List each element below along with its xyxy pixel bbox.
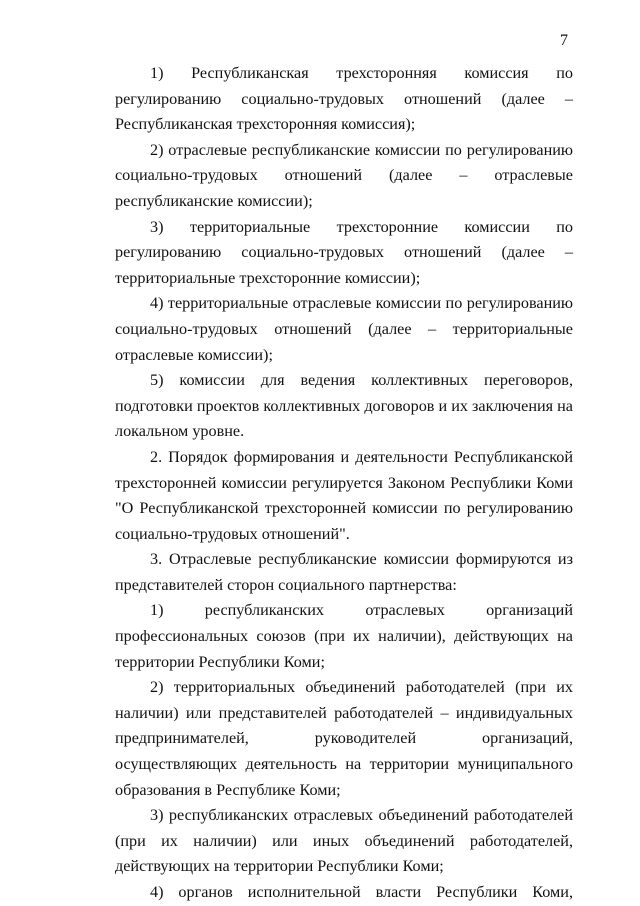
- section-3-sectoral-commission-composition: 3. Отраслевые республиканские комиссии формируются из представителей сторон социального партнерства:: [115, 550, 573, 594]
- list-item-4-territorial-sectoral-commissions: 4) территориальные отраслевые комиссии по регулированию социально-трудовых отношений (далее – территориальные отраслевые комиссии);: [115, 294, 573, 364]
- list-item-1-republican-commission: 1) Республиканская трехсторонняя комиссия по регулированию социально-трудовых отношений (далее – Республиканская трехсторонняя комиссия);: [115, 64, 573, 134]
- list-item-3-territorial-tripartite-commissions: 3) территориальные трехсторонние комиссии по регулированию социально-трудовых отношений (далее – территориальные трехсторонние комиссии);: [115, 217, 573, 287]
- sub-item-1-trade-unions: 1) республиканских отраслевых организаций профессиональных союзов (при их наличии), действующих на территории Республики Коми;: [115, 601, 573, 671]
- sub-item-4-executive-authorities: 4) органов исполнительной власти Республики Коми,: [150, 883, 573, 901]
- document-body: [115, 61, 573, 906]
- sub-item-3-sectoral-employers: 3) республиканских отраслевых объединений работодателей (при их наличии) или иных объединений работодателей, действующих на территории Республики Коми;: [115, 806, 573, 876]
- sub-item-2-territorial-employers: 2) территориальных объединений работодателей (при их наличии) или представителей работодателей – индивидуальных предпринимателей, руководителей организаций, осуществляющих деятельность на территории муниципального образования в Республике Коми;: [115, 678, 573, 799]
- section-2-formation-procedure: 2. Порядок формирования и деятельности Республиканской трехсторонней комиссии регулируется Законом Республики Коми "О Республиканской трехсторонней комиссии по регулированию социально-трудовых отношений".: [115, 447, 573, 543]
- page-number: 7: [560, 32, 568, 49]
- list-item-2-sectoral-commissions: 2) отраслевые республиканские комиссии по регулированию социально-трудовых отношений (далее – отраслевые республиканские комиссии);: [115, 140, 573, 210]
- list-item-5-bargaining-commissions: 5) комиссии для ведения коллективных переговоров, подготовки проектов коллективных договоров и их заключения на локальном уровне.: [115, 371, 573, 441]
